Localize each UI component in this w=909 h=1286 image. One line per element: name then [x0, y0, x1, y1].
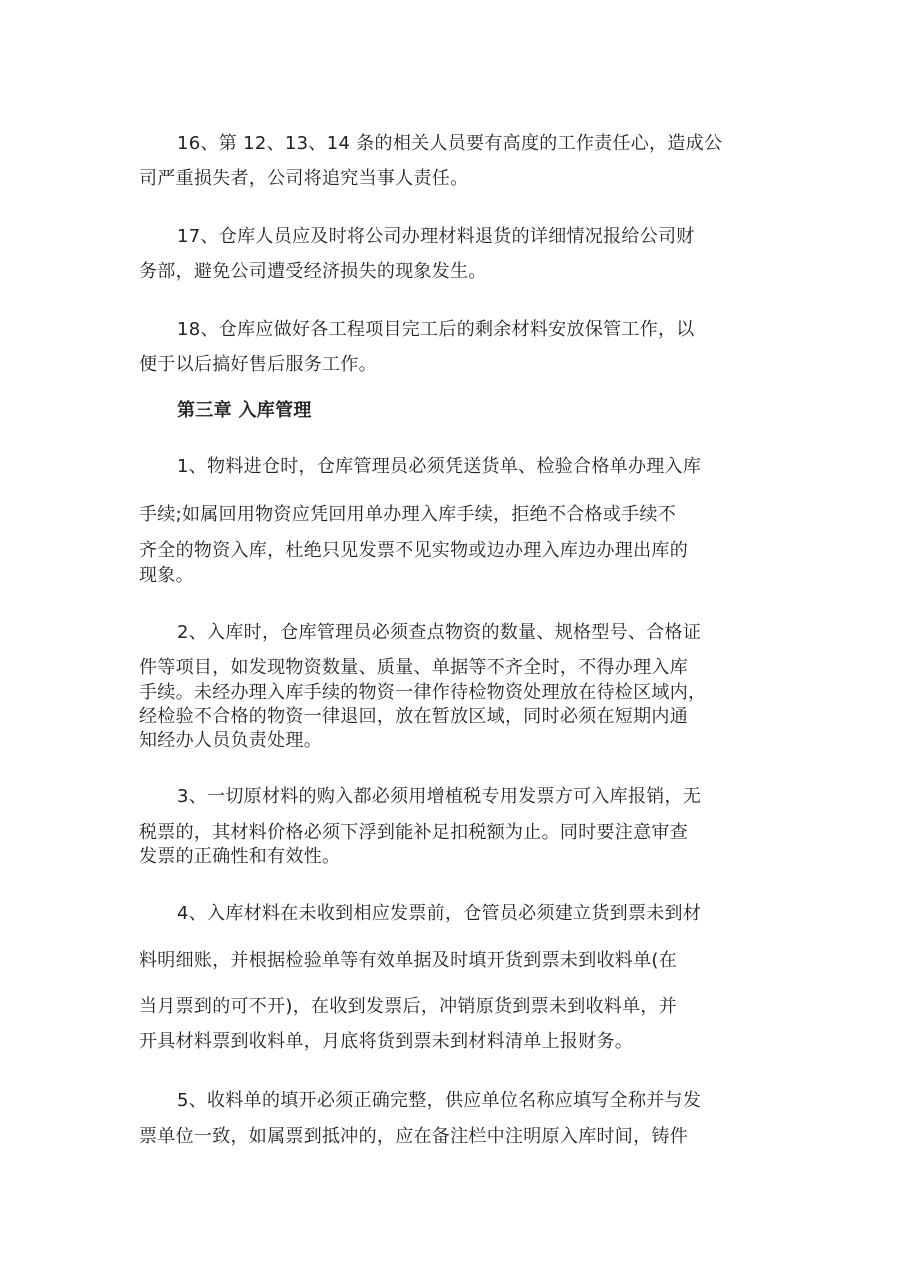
- item-2-line-4: 经检验不合格的物资一律退回，放在暂放区域，同时必须在短期内通: [139, 706, 688, 727]
- paragraph-17-line-1: 17、仓库人员应及时将公司办理材料退货的详细情况报给公司财: [177, 226, 695, 247]
- item-1-line-1: 1、物料进仓时，仓库管理员必须凭送货单、检验合格单办理入库: [177, 456, 702, 477]
- item-4-line-1: 4、入库材料在未收到相应发票前，仓管员必须建立货到票未到材: [177, 903, 702, 924]
- paragraph-18-line-2: 便于以后搞好售后服务工作。: [139, 354, 377, 375]
- item-4-line-3: 当月票到的可不开)，在收到发票后，冲销原货到票未到收料单，并: [139, 996, 678, 1017]
- chapter-heading: 第三章 入库管理: [177, 400, 312, 421]
- paragraph-17-line-2: 务部，避免公司遭受经济损失的现象发生。: [139, 261, 487, 282]
- item-3-line-1: 3、一切原材料的购入都必须用增植税专用发票方可入库报销，无: [177, 786, 702, 807]
- item-5-line-2: 票单位一致，如属票到抵冲的，应在备注栏中注明原入库时间，铸件: [139, 1126, 688, 1147]
- item-2-line-5: 知经办人员负责处理。: [139, 730, 322, 751]
- item-1-line-2: 手续;如属回用物资应凭回用单办理入库手续，拒绝不合格或手续不: [139, 504, 677, 525]
- item-1-line-4: 现象。: [139, 565, 194, 586]
- item-1-line-3: 齐全的物资入库，杜绝只见发票不见实物或边办理入库边办理出库的: [139, 540, 688, 561]
- paragraph-16-line-2: 司严重损失者，公司将追究当事人责任。: [139, 168, 469, 189]
- item-3-line-3: 发票的正确性和有效性。: [139, 846, 341, 867]
- item-4-line-4: 开具材料票到收料单，月底将货到票未到材料清单上报财务。: [139, 1031, 634, 1052]
- paragraph-16-line-1: 16、第 12、13、14 条的相关人员要有高度的工作责任心，造成公: [177, 133, 723, 154]
- item-3-line-2: 税票的，其材料价格必须下浮到能补足扣税额为止。同时要注意审查: [139, 822, 688, 843]
- item-2-line-2: 件等项目，如发现物资数量、质量、单据等不齐全时，不得办理入库: [139, 657, 688, 678]
- item-4-line-2: 料明细账，并根据检验单等有效单据及时填开货到票未到收料单(在: [139, 950, 678, 971]
- paragraph-18-line-1: 18、仓库应做好各工程项目完工后的剩余材料安放保管工作，以: [177, 319, 695, 340]
- item-5-line-1: 5、收料单的填开必须正确完整，供应单位名称应填写全称并与发: [177, 1090, 702, 1111]
- item-2-line-1: 2、入库时，仓库管理员必须查点物资的数量、规格型号、合格证: [177, 622, 702, 643]
- item-2-line-3: 手续。未经办理入库手续的物资一律作待检物资处理放在待检区域内，: [139, 682, 707, 703]
